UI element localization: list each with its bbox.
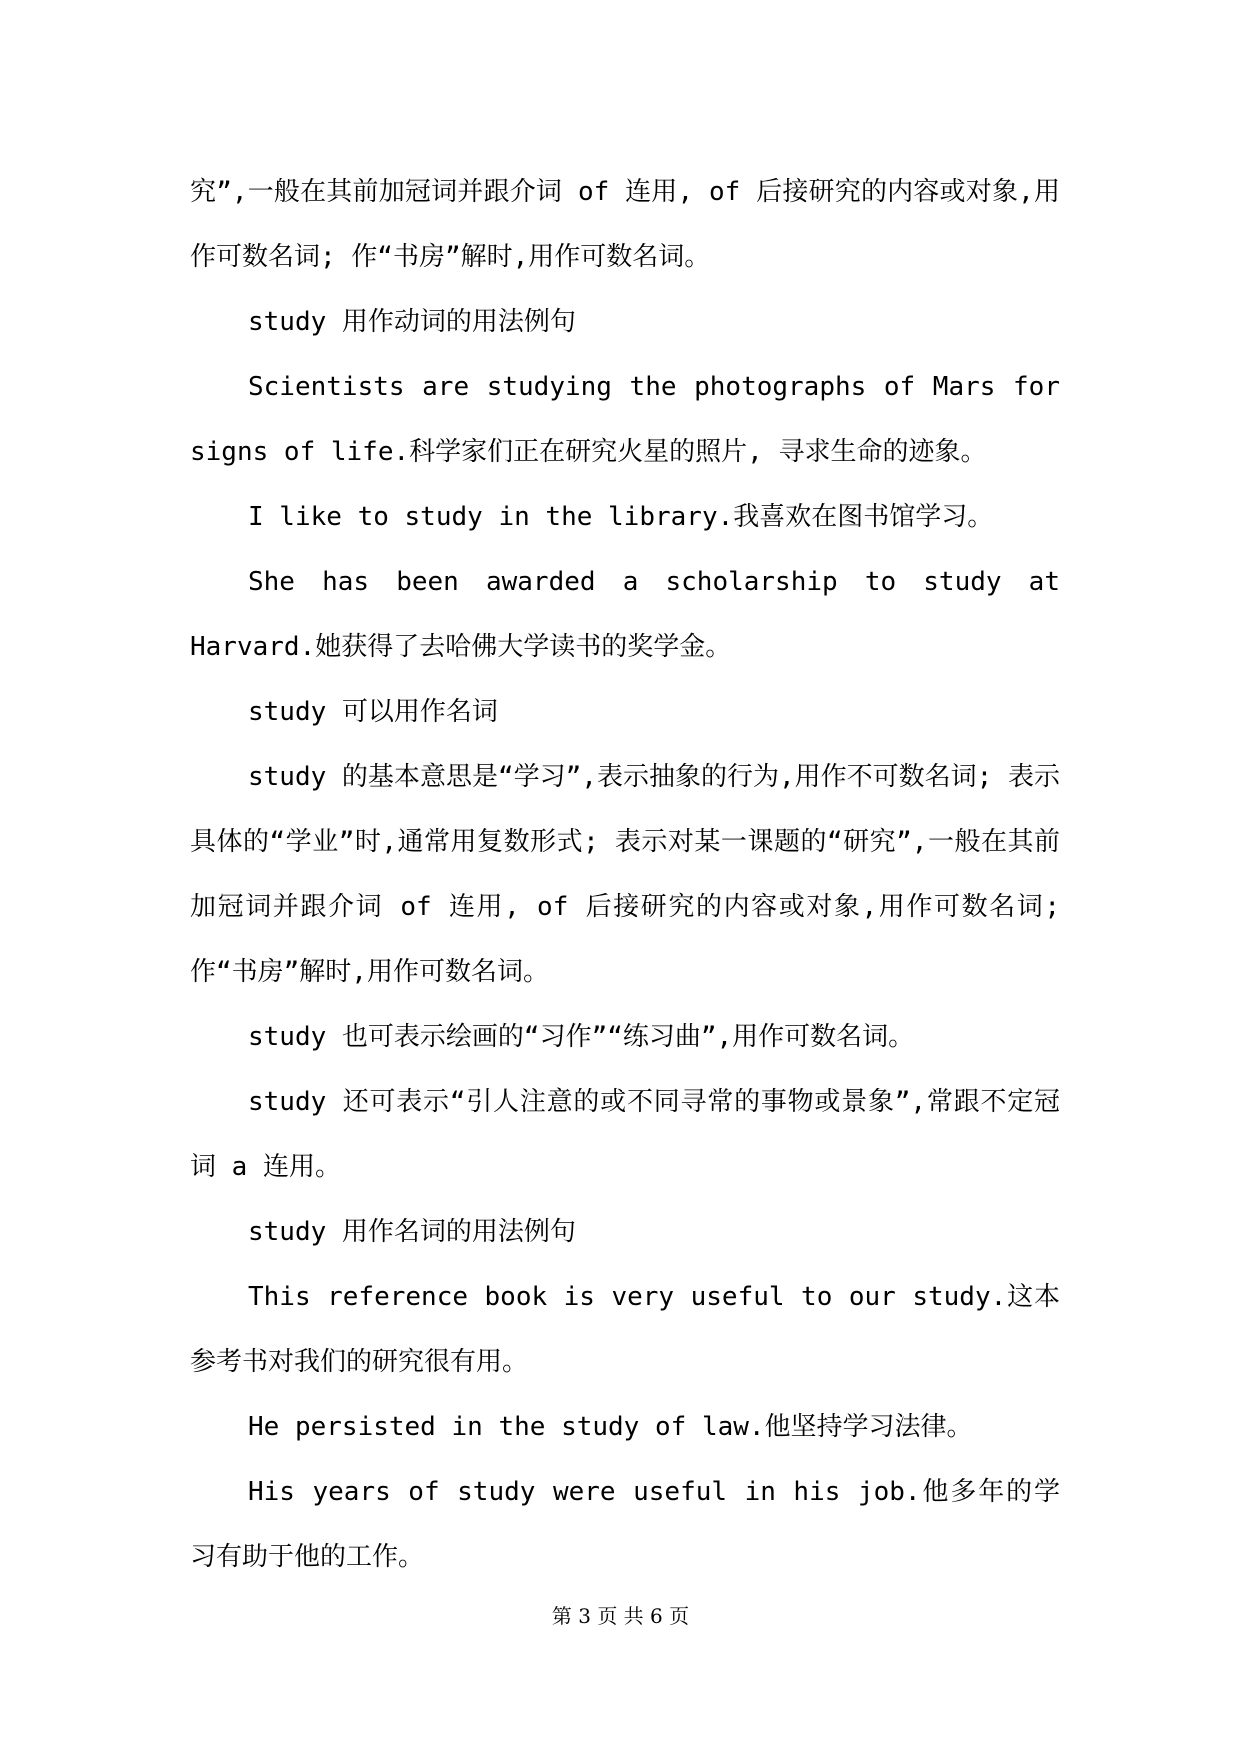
example-sentence: This reference book is very useful to our study.这本参考书对我们的研究很有用。 (190, 1282, 1060, 1377)
section-heading-noun-examples: study 用作名词的用法例句 (248, 1217, 576, 1247)
section-heading-verb-examples: study 用作动词的用法例句 (248, 307, 576, 337)
paragraph: study 也可表示绘画的“习作”“练习曲”,用作可数名词。 (248, 1022, 915, 1052)
example-sentence: She has been awarded a scholarship to study at Harvard.她获得了去哈佛大学读书的奖学金。 (190, 567, 1060, 662)
section-heading-noun-usage: study 可以用作名词 (248, 697, 498, 727)
example-sentence: He persisted in the study of law.他坚持学习法律。 (248, 1412, 973, 1442)
document-body (190, 160, 1060, 1590)
example-sentence: His years of study were useful in his job.他多年的学习有助于他的工作。 (190, 1477, 1060, 1572)
example-sentence: Scientists are studying the photographs of Mars for signs of life.科学家们正在研究火星的照片, 寻求生命的迹象。 (190, 372, 1060, 467)
page-footer: 第 3 页 共 6 页 (551, 1604, 690, 1628)
paragraph: study 还可表示“引人注意的或不同寻常的事物或景象”,常跟不定冠词 a 连用。 (190, 1087, 1060, 1182)
paragraph: study 的基本意思是“学习”,表示抽象的行为,用作不可数名词; 表示具体的“学业”时,通常用复数形式; 表示对某一课题的“研究”,一般在其前加冠词并跟介词 of 连用, of 后接研究的内容或对象,用作可数名词; 作“书房”解时,用作可数名词。 (190, 762, 1060, 987)
example-sentence: I like to study in the library.我喜欢在图书馆学习。 (248, 502, 994, 532)
paragraph-continued: 究”,一般在其前加冠词并跟介词 of 连用, of 后接研究的内容或对象,用作可数名词; 作“书房”解时,用作可数名词。 (190, 177, 1060, 272)
